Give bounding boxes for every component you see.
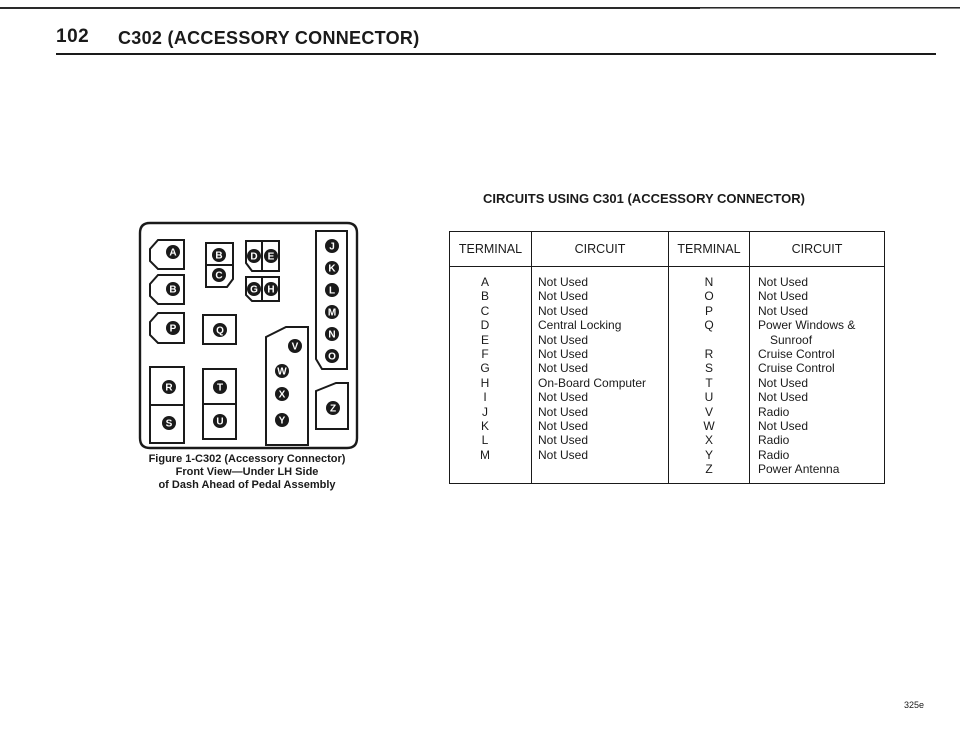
pin-label: O (328, 351, 336, 363)
circuit-cell: Not Used (758, 289, 809, 304)
page-code: 325e (904, 700, 925, 710)
column-header-terminal: TERMINAL (677, 242, 741, 256)
pin-J (325, 239, 339, 253)
pin-N (325, 327, 339, 341)
page-number: 102 (56, 26, 90, 47)
circuit-cell-continued: Sunroof (770, 332, 813, 347)
pin-label: P (169, 323, 177, 335)
pin-label: T (216, 382, 224, 394)
pin-E (264, 249, 278, 263)
pin-label: B (169, 284, 177, 296)
circuit-cell: Cruise Control (758, 346, 835, 361)
circuit-cell: Radio (758, 447, 790, 462)
circuits-table (449, 231, 885, 484)
circuit-cell: Not Used (538, 418, 589, 433)
circuit-cell: Not Used (538, 361, 589, 376)
figure-caption (120, 453, 374, 492)
pin-H (264, 282, 278, 296)
terminal-cell: X (704, 433, 713, 448)
pin-label: A (169, 247, 177, 259)
pin-O (325, 349, 339, 363)
circuit-cell: Not Used (758, 275, 809, 289)
pin-U (213, 414, 227, 428)
terminal-cell: Q (704, 318, 714, 333)
pin-X (275, 387, 289, 401)
circuit-cell: Not Used (538, 346, 589, 361)
left-circuit-column (538, 275, 666, 462)
circuit-cell: Central Locking (538, 318, 622, 333)
terminal-cell: T (705, 375, 713, 390)
pin-label: M (327, 307, 337, 319)
circuit-cell: Not Used (758, 375, 809, 390)
terminal-cell: C (480, 303, 490, 318)
pin-P (166, 321, 180, 335)
connector-diagram (136, 219, 361, 452)
column-divider (749, 232, 750, 483)
pin-label: S (165, 418, 173, 430)
pin-label: Y (278, 415, 286, 427)
pin-label: L (328, 285, 336, 297)
header-divider (450, 266, 884, 267)
terminal-cell: D (480, 318, 490, 333)
pin-label: N (328, 329, 336, 341)
pin-label: C (215, 270, 223, 282)
pin-Z (326, 401, 340, 415)
circuit-cell: Cruise Control (758, 361, 835, 376)
column-header-circuit: CIRCUIT (791, 242, 843, 256)
circuit-cell: Not Used (538, 275, 589, 289)
pin-label: V (291, 341, 299, 353)
terminal-cell: H (480, 375, 490, 390)
column-header-circuit: CIRCUIT (574, 242, 626, 256)
pin-label: U (216, 416, 224, 428)
circuit-cell: Not Used (758, 303, 809, 318)
terminal-cell: U (704, 390, 714, 405)
terminal-cell: W (703, 418, 715, 433)
title-rule (56, 53, 936, 55)
pin-W (275, 364, 289, 378)
pin-label: Z (329, 403, 337, 415)
circuit-cell: Not Used (758, 418, 809, 433)
right-circuit-column (758, 275, 882, 476)
pin-Y (275, 413, 289, 427)
terminal-cell: S (704, 361, 713, 376)
circuit-cell: Not Used (538, 390, 589, 405)
terminal-cell: P (704, 303, 713, 318)
terminal-cell: I (483, 390, 487, 405)
caption-line: Front View—Under LH Side (175, 466, 319, 478)
terminal-cell: B (480, 289, 489, 304)
circuit-cell: Not Used (538, 404, 589, 419)
pin-Q (213, 323, 227, 337)
terminal-cell: E (480, 332, 489, 347)
pin-K (325, 261, 339, 275)
circuit-cell: Not Used (538, 447, 589, 462)
circuit-cell: Radio (758, 404, 790, 419)
pin-label: Q (216, 325, 224, 337)
pin-label: W (277, 366, 287, 378)
right-terminal-column (669, 275, 749, 476)
terminal-cell: A (480, 275, 489, 289)
circuit-cell: Not Used (538, 289, 589, 304)
terminal-cell (669, 333, 749, 347)
pin-C (212, 268, 226, 282)
left-terminal-column (450, 275, 520, 462)
table-heading: CIRCUITS USING C301 (ACCESSORY CONNECTOR) (483, 191, 805, 206)
terminal-cell: L (481, 433, 489, 448)
pin-T (213, 380, 227, 394)
pin-label: G (250, 284, 258, 296)
column-header-terminal: TERMINAL (458, 242, 523, 256)
pin-V (288, 339, 302, 353)
pin-labels (136, 219, 361, 452)
circuit-cell: Not Used (758, 390, 809, 405)
pin-S (162, 416, 176, 430)
pin-B (212, 248, 226, 262)
top-rule-faint (700, 8, 960, 9)
pin-label: X (278, 389, 286, 401)
pin-label: J (329, 241, 335, 253)
caption-line: of Dash Ahead of Pedal Assembly (158, 479, 336, 491)
pin-A (166, 245, 180, 259)
caption-line: Figure 1-C302 (Accessory Connector) (148, 453, 346, 465)
terminal-cell: R (704, 346, 714, 361)
terminal-cell: G (480, 361, 490, 376)
circuit-cell: Not Used (538, 332, 589, 347)
circuit-cell: Power Windows & (758, 318, 856, 333)
pin-label: K (328, 263, 336, 275)
terminal-cell: M (480, 447, 490, 462)
pin-D (247, 249, 261, 263)
terminal-cell: V (704, 404, 713, 419)
pin-label: E (267, 251, 275, 263)
circuit-cell: On-Board Computer (538, 375, 647, 390)
circuit-cell: Not Used (538, 433, 589, 448)
pin-label: R (165, 382, 173, 394)
terminal-cell: Z (705, 462, 713, 477)
terminal-cell: K (480, 418, 489, 433)
pin-label: D (250, 251, 258, 263)
column-divider (531, 232, 532, 483)
page-title: C302 (ACCESSORY CONNECTOR) (118, 28, 420, 48)
terminal-cell: O (704, 289, 714, 304)
circuit-cell: Power Antenna (758, 462, 840, 477)
pin-R (162, 380, 176, 394)
terminal-cell: Y (704, 447, 713, 462)
pin-G (247, 282, 261, 296)
circuit-cell: Radio (758, 433, 790, 448)
terminal-cell: N (704, 275, 714, 289)
terminal-cell: F (481, 346, 489, 361)
pin-label: H (267, 284, 275, 296)
pin-label: B (215, 250, 223, 262)
terminal-cell: J (482, 404, 488, 419)
pin-F (166, 282, 180, 296)
pin-L (325, 283, 339, 297)
pin-M (325, 305, 339, 319)
circuit-cell: Not Used (538, 303, 589, 318)
